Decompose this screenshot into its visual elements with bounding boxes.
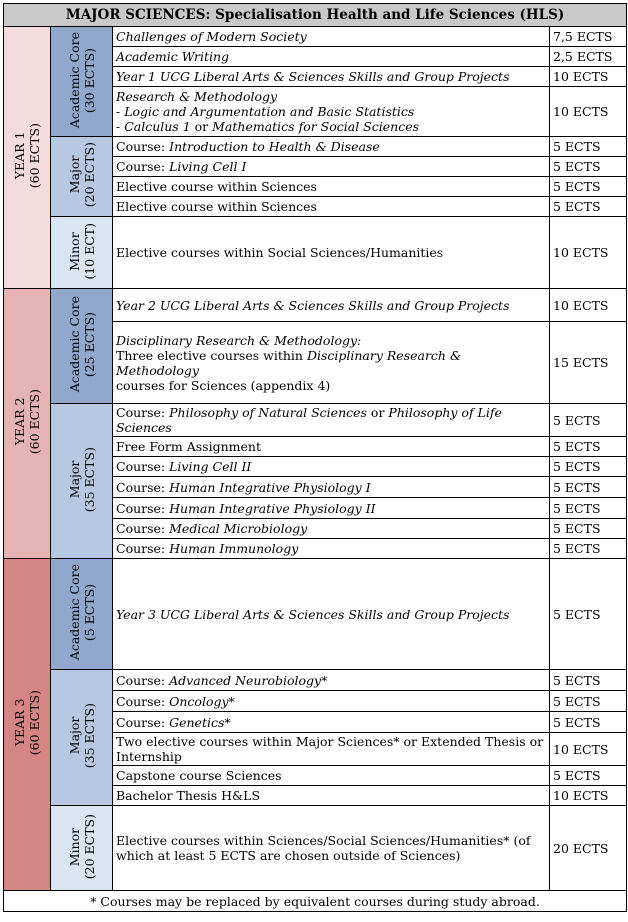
course-text: Course: (116, 541, 170, 556)
course-title: Living Cell I (169, 159, 247, 174)
course-line (116, 89, 546, 104)
course-title: Academic Writing (116, 49, 230, 64)
ects-value: 5 ECTS (550, 457, 627, 477)
component-label: Minor (66, 827, 82, 866)
course-cell (113, 177, 550, 197)
course-title: Year 2 UCG Liberal Arts & Sciences Skills and Group Projects (116, 297, 510, 313)
course-cell (113, 197, 550, 217)
course-text: Internship (116, 749, 182, 764)
course-text: Course: (116, 405, 170, 420)
course-title: Living Cell II (169, 459, 252, 474)
component-cell-major (51, 670, 113, 806)
course-cell (113, 47, 550, 67)
course-line (116, 139, 546, 154)
course-title: Sciences (116, 420, 172, 435)
component-ects: (35 ECTS) (81, 446, 97, 513)
course-cell (113, 217, 550, 289)
course-cell (113, 477, 550, 498)
course-line (116, 104, 546, 119)
ects-value: 5 ECTS (550, 137, 627, 157)
table-row (4, 670, 627, 691)
course-cell (113, 437, 550, 457)
course-line (116, 378, 546, 393)
course-line (116, 459, 546, 474)
ects-value: 5 ECTS (550, 197, 627, 217)
ects-value: 20 ECTS (550, 806, 627, 891)
component-ects: (25 ECTS) (81, 311, 97, 378)
component-ects: (20 ECTS) (81, 142, 97, 208)
course-line (116, 673, 546, 688)
year-label: YEAR 3 (12, 699, 27, 747)
table-row (4, 559, 627, 670)
ects-value: 2,5 ECTS (550, 47, 627, 67)
course-text: Bachelor Thesis H&LS (116, 788, 261, 803)
course-line (116, 29, 546, 44)
course-line (116, 694, 546, 709)
course-cell (113, 670, 550, 691)
course-cell (113, 404, 550, 437)
course-text: which at least 5 ECTS are chosen outside of Sciences) (116, 848, 461, 863)
course-line (116, 49, 546, 64)
course-line (116, 179, 546, 194)
ects-value: 5 ECTS (550, 691, 627, 712)
course-text: Two elective courses within Major Sciences* or Extended Thesis or (116, 734, 544, 749)
course-cell (113, 137, 550, 157)
ects-value: 7,5 ECTS (550, 27, 627, 47)
year-label: YEAR 1 (12, 132, 27, 180)
course-line (116, 501, 546, 516)
course-line (116, 833, 546, 848)
ects-value: 5 ECTS (550, 766, 627, 786)
component-label: Minor (66, 231, 82, 271)
course-text: Course: (116, 459, 170, 474)
course-cell (113, 519, 550, 539)
course-text: * (228, 693, 235, 709)
course-title: Philosophy of Life (388, 405, 502, 420)
course-line (116, 348, 546, 378)
ects-value: 10 ECTS (550, 217, 627, 289)
year-ects: (60 ECTS) (27, 389, 42, 455)
course-cell (113, 733, 550, 766)
course-cell (113, 67, 550, 87)
course-title: Year 3 UCG Liberal Arts & Sciences Skills and Group Projects (116, 606, 510, 622)
course-title: - Calculus 1 (116, 119, 195, 134)
component-cell-major (51, 404, 113, 559)
ects-value: 10 ECTS (550, 87, 627, 137)
year-ects: (60 ECTS) (27, 123, 42, 189)
course-title: Philosophy of Natural Sciences (169, 405, 367, 420)
course-cell (113, 322, 550, 404)
component-cell-academic-core (51, 559, 113, 670)
course-line (116, 420, 546, 435)
ects-value: 10 ECTS (550, 289, 627, 322)
course-text: * (224, 714, 231, 730)
course-text: Capstone course Sciences (116, 768, 282, 783)
course-text: Course: (116, 500, 170, 516)
course-title: Advanced Neurobiology (169, 672, 322, 688)
year-ects: (60 ECTS) (27, 690, 42, 756)
course-line (116, 734, 546, 749)
component-cell-academic-core (51, 27, 113, 137)
course-title: Introduction to Health & Disease (169, 139, 380, 154)
course-text: or (366, 405, 389, 420)
table-row (4, 404, 627, 437)
year-cell (4, 27, 51, 289)
component-cell-academic-core (51, 289, 113, 404)
course-text: Elective course within Sciences (116, 199, 317, 214)
course-title: Disciplinary Research & Methodology: (116, 332, 362, 348)
course-cell (113, 786, 550, 806)
course-title: Challenges of Modern Society (116, 29, 307, 44)
course-text: Course: (116, 672, 170, 688)
course-cell (113, 691, 550, 712)
course-cell (113, 289, 550, 322)
table-body (4, 27, 627, 891)
course-cell (113, 27, 550, 47)
course-title: Year 1 UCG Liberal Arts & Sciences Skills and Group Projects (116, 69, 510, 84)
course-text: Course: (116, 714, 170, 730)
course-text: Free Form Assignment (116, 439, 261, 454)
ects-value: 5 ECTS (550, 477, 627, 498)
course-text: Course: (116, 159, 170, 174)
course-line (116, 768, 546, 783)
component-label: Academic Core (66, 296, 82, 393)
course-title: Disciplinary Research & Methodology (116, 347, 462, 378)
course-title: Medical Microbiology (169, 521, 308, 536)
ects-value: 5 ECTS (550, 404, 627, 437)
component-label: Academic Core (66, 564, 82, 661)
year-cell (4, 559, 51, 891)
ects-value: 10 ECTS (550, 67, 627, 87)
year-label: YEAR 2 (12, 398, 27, 446)
course-text: Course: (116, 521, 170, 536)
course-cell (113, 457, 550, 477)
ects-value: 5 ECTS (550, 437, 627, 457)
course-cell (113, 559, 550, 670)
component-label: Major (66, 717, 82, 755)
course-text: Course: (116, 693, 170, 709)
course-text: * (321, 672, 328, 688)
table-row (4, 217, 627, 289)
component-label: Academic Core (66, 31, 82, 129)
course-cell (113, 157, 550, 177)
component-ects: (20 ECTS) (81, 813, 97, 880)
component-ects: (5 ECTS) (81, 583, 97, 642)
year-cell (4, 289, 51, 559)
course-cell (113, 539, 550, 559)
footnote: * Courses may be replaced by equivalent courses during study abroad. (4, 891, 627, 912)
course-line (116, 607, 546, 622)
ects-value: 5 ECTS (550, 559, 627, 670)
component-label: Major (66, 460, 82, 499)
course-text: Three elective courses within (116, 347, 307, 363)
course-line (116, 848, 546, 863)
table-row (4, 289, 627, 322)
course-line (116, 245, 546, 260)
course-line (116, 298, 546, 313)
course-title: Research & Methodology (116, 89, 278, 104)
ects-value: 5 ECTS (550, 177, 627, 197)
course-text: Course: (116, 479, 170, 495)
component-cell-minor (51, 806, 113, 891)
component-ects: (35 ECTS) (81, 703, 97, 769)
course-cell (113, 87, 550, 137)
component-ects: (30 ECTS) (81, 47, 97, 113)
course-line (116, 521, 546, 536)
course-text: Elective courses within Social Sciences/Humanities (116, 245, 444, 260)
course-title: Genetics (169, 714, 225, 730)
ects-value: 5 ECTS (550, 712, 627, 733)
course-cell (113, 712, 550, 733)
course-text: courses for Sciences (appendix 4) (116, 377, 331, 393)
course-cell (113, 806, 550, 891)
ects-value: 5 ECTS (550, 498, 627, 519)
component-cell-major (51, 137, 113, 217)
component-ects: (10 ECT) (81, 222, 97, 280)
page-title: MAJOR SCIENCES: Specialisation Health and Life Sciences (HLS) (4, 4, 627, 27)
course-line (116, 480, 546, 495)
ects-value: 5 ECTS (550, 519, 627, 539)
course-title: - Logic and Argumentation and Basic Statistics (116, 104, 415, 119)
course-line (116, 405, 546, 420)
course-title: Human Integrative Physiology II (169, 500, 376, 516)
course-title: Human Immunology (169, 541, 299, 556)
component-cell-minor (51, 217, 113, 289)
component-label: Major (66, 156, 82, 194)
course-line (116, 199, 546, 214)
course-line (116, 159, 546, 174)
ects-value: 5 ECTS (550, 539, 627, 559)
ects-value: 15 ECTS (550, 322, 627, 404)
course-line (116, 333, 546, 348)
course-cell (113, 766, 550, 786)
course-title: Oncology (169, 693, 229, 709)
footnote-row (4, 891, 627, 912)
table-row (4, 137, 627, 157)
course-line (116, 749, 546, 764)
course-line (116, 439, 546, 454)
table-row (4, 27, 627, 47)
course-text: or (194, 119, 209, 134)
table-row (4, 806, 627, 891)
course-line (116, 788, 546, 803)
course-line (116, 715, 546, 730)
course-line (116, 69, 546, 84)
course-line (116, 119, 546, 134)
course-cell (113, 498, 550, 519)
course-text: Elective courses within Sciences/Social Sciences/Humanities* (of (116, 833, 531, 848)
ects-value: 5 ECTS (550, 157, 627, 177)
course-line (116, 541, 546, 556)
course-title: Human Integrative Physiology I (169, 479, 371, 495)
table-header-row (4, 4, 627, 27)
curriculum-table (3, 3, 627, 912)
ects-value: 10 ECTS (550, 786, 627, 806)
ects-value: 5 ECTS (550, 670, 627, 691)
course-text: Course: (116, 139, 170, 154)
course-title: Mathematics for Social Sciences (208, 119, 420, 134)
course-text: Elective course within Sciences (116, 179, 317, 194)
ects-value: 10 ECTS (550, 733, 627, 766)
